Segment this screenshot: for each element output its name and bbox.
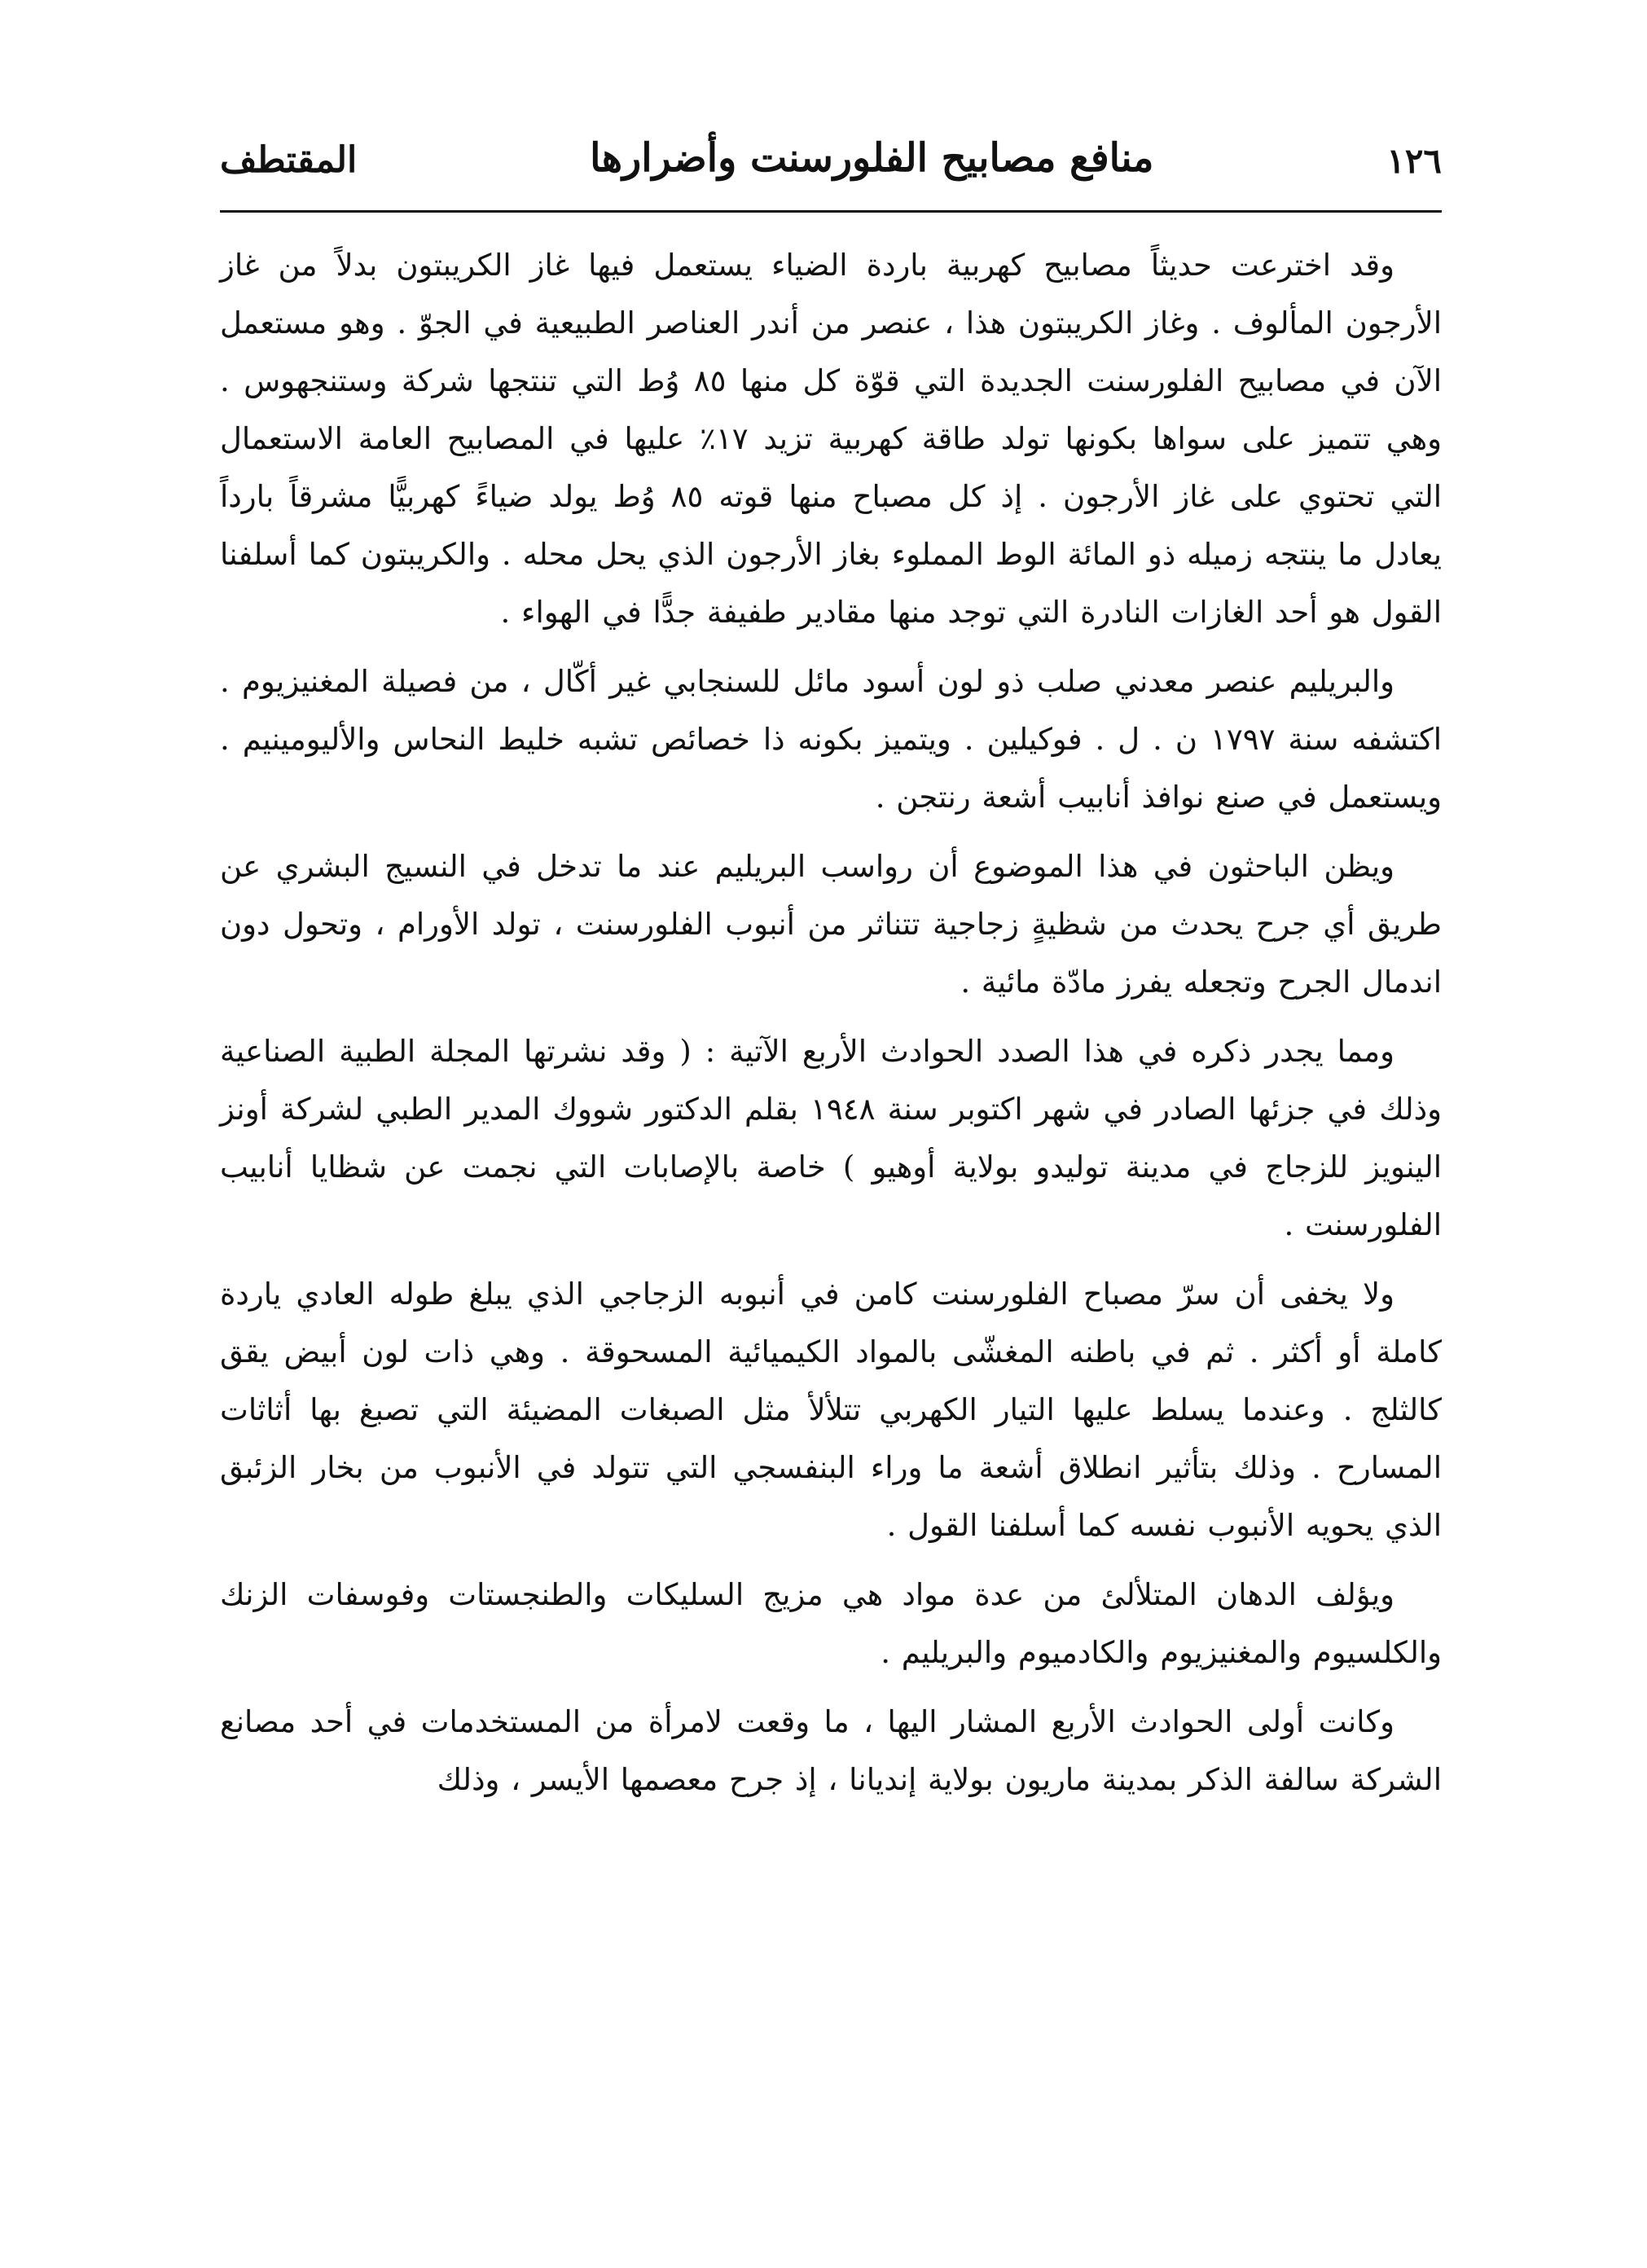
journal-name: المقتطف — [220, 139, 358, 181]
article-body — [220, 236, 1442, 1820]
paragraph-krypton: وقد اخترعت حديثاً مصابيح كهربية باردة الضياء يستعمل فيها غاز الكريبتون بدلاً من غاز الأرجون المألوف . وغاز الكريبتون هذا ، عنصر من أندر العناصر الطبيعية في الجوّ . وهو مستعمل الآن في مصابيح الفلورسنت الجديدة التي قوّة كل منها ٨٥ وُط التي تنتجها شركة وستنجهوس . وهي تتميز على سواها بكونها تولد طاقة كهربية تزيد ١٧٪ عليها في المصابيح العامة الاستعمال التي تحتوي على غاز الأرجون . إذ كل مصباح منها قوته ٨٥ وُط يولد ضياءً كهربيًّا مشرقاً بارداً يعادل ما ينتجه زميله ذو المائة الوط المملوء بغاز الأرجون الذي يحل محله . والكريبتون كما أسلفنا القول هو أحد الغازات النادرة التي توجد منها مقادير طفيفة جدًّا في الهواء . — [220, 248, 1443, 630]
paragraph-researchers: ويظن الباحثون في هذا الموضوع أن رواسب البريليم عند ما تدخل في النسيج البشري عن طريق أي جرح يحدث من شظيةٍ زجاجية تتناثر من أنبوب الفلورسنت ، تولد الأورام ، وتحول دون اندمال الجرح وتجعله يفرز مادّة مائية . — [220, 849, 1442, 1000]
article-title: منافع مصابيح الفلورسنت وأضرارها — [590, 135, 1154, 181]
paragraph-first-incident: وكانت أولى الحوادث الأربع المشار اليها ، ما وقعت لامرأة من المستخدمات في أحد مصانع الشركة سالفة الذكر بمدينة ماريون بولاية إنديانا ، إذ جرح معصمها الأيسر ، وذلك — [220, 1704, 1442, 1797]
header-rule — [220, 210, 1442, 213]
paragraph-four-incidents: ومما يجدر ذكره في هذا الصدد الحوادث الأربع الآتية : ( وقد نشرتها المجلة الطبية الصناعية وذلك في جزئها الصادر في شهر اكتوبر سنة ١٩٤٨ بقلم الدكتور شووك المدير الطبي لشركة أونز الينويز للزجاج في مدينة توليدو بولاية أوهيو ) خاصة بالإصابات التي نجمت عن شظايا أنابيب الفلورسنت . — [220, 1034, 1442, 1242]
paragraph-beryllium: والبريليم عنصر معدني صلب ذو لون أسود مائل للسنجابي غير أكّال ، من فصيلة المغنيزيوم . اكتشفه سنة ١٧٩٧ ن . ل . فوكيلين . ويتميز بكونه ذا خصائص تشبه خليط النحاس والأليومينيم . ويستعمل في صنع نوافذ أنابيب أشعة رنتجن . — [220, 664, 1442, 815]
paragraph-coating: ويؤلف الدهان المتلألئ من عدة مواد هي مزيج السليكات والطنجستات وفوسفات الزنك والكلسيوم والمغنيزيوم والكادميوم والبريليم . — [220, 1577, 1442, 1670]
running-header — [220, 114, 1442, 181]
paragraph-tube-secret: ولا يخفى أن سرّ مصباح الفلورسنت كامن في أنبوبه الزجاجي الذي يبلغ طوله العادي ياردة كاملة أو أكثر . ثم في باطنه المغشّى بالمواد الكيميائية المسحوقة . وهي ذات لون أبيض يقق كالثلج . وعندما يسلط عليها التيار الكهربي تتلألأ مثل الصبغات المضيئة التي تصبغ بها أثاثات المسارح . وذلك بتأثير انطلاق أشعة ما وراء البنفسجي التي تتولد في الأنبوب من بخار الزئبق الذي يحويه الأنبوب نفسه كما أسلفنا القول . — [220, 1277, 1442, 1543]
page-number: ١٢٦ — [1386, 141, 1442, 181]
document-page — [220, 114, 1442, 2200]
